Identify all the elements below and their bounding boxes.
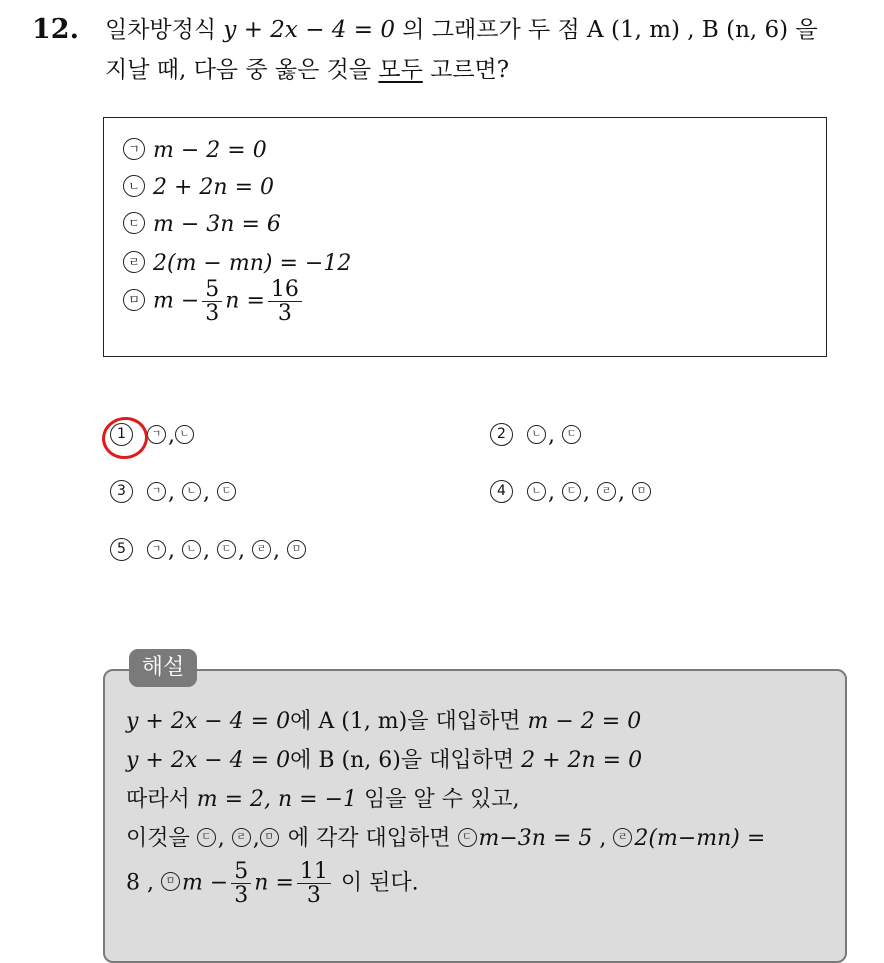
option-number: 3 — [110, 480, 133, 503]
condition-marker: ㄱ — [123, 138, 145, 160]
option-4[interactable]: 4 ㄴ , ㄷ , ㄹ , ㅁ — [490, 477, 653, 509]
emphasis-all: 모두 — [378, 57, 423, 83]
fraction: $\frac{5}{3}$ — [231, 860, 251, 907]
fraction: $\frac{16}{3}$ — [268, 278, 302, 325]
condition-4: ㄹ 2(m − mn) = −12 — [123, 248, 351, 280]
option-3[interactable]: 3 ㄱ , ㄴ , ㄷ — [110, 477, 238, 509]
fraction: $\frac{5}{3}$ — [202, 278, 222, 325]
condition-marker: ㄷ — [123, 212, 145, 234]
solution-line-3: 따라서 m = 2, n = −1 임을 알 수 있고, — [126, 787, 520, 812]
option-1[interactable]: 1 ㄱ , ㄴ — [110, 420, 196, 452]
option-number: 1 — [110, 423, 133, 446]
solution-line-4: 이것을 ㄷ , ㄹ , ㅁ 에 각각 대입하면 ㄷ m−3n = 5 , ㄹ 2(m−mn) = — [126, 826, 766, 851]
option-2[interactable]: 2 ㄴ , ㄷ — [490, 420, 583, 452]
condition-marker: ㄴ — [123, 175, 145, 197]
condition-1: ㄱ m − 2 = 0 — [123, 135, 267, 167]
option-number: 4 — [490, 480, 513, 503]
point-b: (n, 6) — [726, 17, 789, 43]
option-5[interactable]: 5 ㄱ , ㄴ , ㄷ , ㄹ , ㅁ — [110, 535, 308, 567]
solution-line-5: 8 , ㅁ m − $\frac{5}{3}$ n = $\frac{11}{3}$ 이 된다. — [126, 859, 419, 909]
solution-line-1: y + 2x − 4 = 0에 A (1, m)을 대입하면 m − 2 = 0 — [126, 709, 642, 734]
option-number: 2 — [490, 423, 513, 446]
solution-title: 해설 — [129, 649, 197, 687]
question-number: 12. — [32, 14, 79, 45]
solution-line-2: y + 2x − 4 = 0에 B (n, 6)을 대입하면 2 + 2n = 0 — [126, 748, 643, 773]
condition-3: ㄷ m − 3n = 6 — [123, 209, 281, 241]
question-text-line1: 일차방정식 y + 2x − 4 = 0 의 그래프가 두 점 A (1, m) , B (n, 6) 을 — [105, 17, 818, 43]
fraction: $\frac{11}{3}$ — [297, 860, 331, 907]
condition-marker: ㅁ — [123, 289, 145, 311]
condition-5: ㅁ m − $\frac{5}{3}$ n = $\frac{16}{3}$ — [123, 278, 305, 338]
point-a: (1, m) — [610, 17, 680, 43]
condition-2: ㄴ 2 + 2n = 0 — [123, 172, 274, 204]
condition-marker: ㄹ — [123, 251, 145, 273]
question-text-line2: 지날 때, 다음 중 옳은 것을 모두 고르면? — [105, 57, 510, 83]
equation: y + 2x − 4 = 0 — [223, 17, 395, 43]
option-number: 5 — [110, 538, 133, 561]
